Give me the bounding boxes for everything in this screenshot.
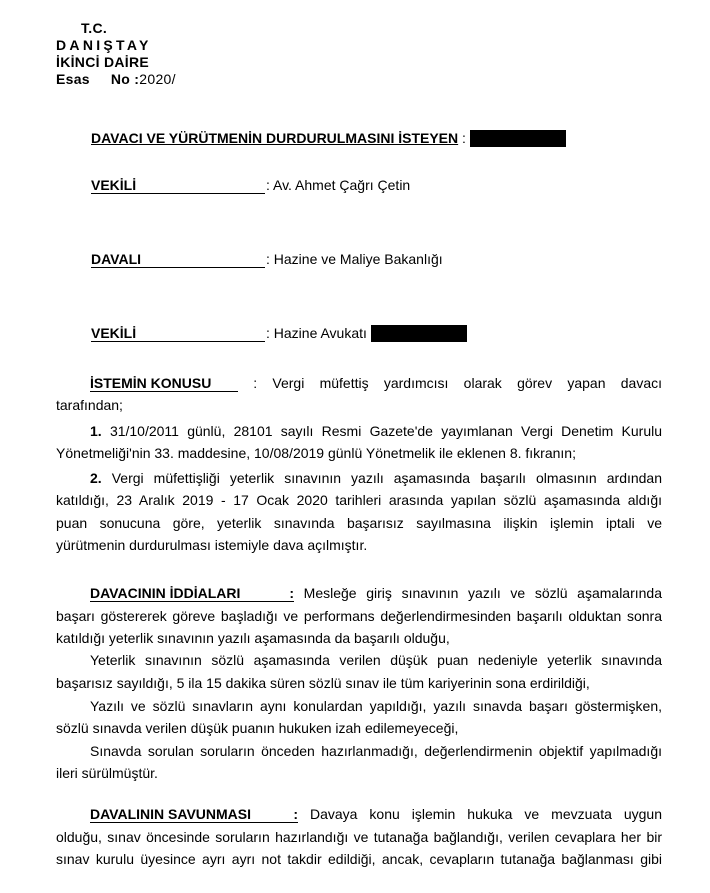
defendant-rep-label: VEKİLİ	[91, 325, 265, 342]
claims-line-3: katıldığı yeterlik sınavının yazılı aşamasında da başarılı olduğu,	[56, 630, 450, 646]
plaintiff-row	[91, 129, 566, 147]
defendant-rep-row	[266, 324, 467, 342]
defense-text-1: Davaya konu işlemin hukuka ve mevzuata uygun	[309, 806, 662, 822]
defendant-value: : Hazine ve Maliye Bakanlığı	[266, 251, 443, 267]
subject-p2-line-4: yürütmenin durdurulması istemiyle dava açılmıştır.	[56, 537, 368, 553]
defendant-rep-redaction	[371, 325, 467, 342]
defense-label: DAVALININ SAVUNMASI :	[90, 806, 298, 822]
plaintiff-rep-label-wrap	[91, 176, 265, 194]
header-esas	[56, 71, 176, 87]
defense-colon: :	[293, 806, 298, 822]
claims-line-6: Yazılı ve sözlü sınavların aynı konulardan yapıldığı, yazılı sınavda başarı göstermişken,	[90, 698, 662, 714]
no-label: No :	[110, 71, 140, 87]
subject-p2-line-3: puan sonucuna göre, yeterlik sınavında başarısız sayılmasına ilişkin işlemin iptali ve	[56, 515, 662, 531]
defendant-label: DAVALI	[91, 251, 265, 268]
claims-line-9: ileri sürülmüştür.	[56, 765, 158, 781]
defense-line-2: olduğu, sınav öncesinde soruların hazırlandığı ve tutanağa bağlandığı, verilen cevaplara her bir	[56, 829, 662, 845]
defense-line-3: sınav kurulu üyesince ayrı ayrı not takdir edildiği, ancak, cevapların tutanağa bağlanması gibi	[56, 851, 662, 867]
subject-line-2: tarafından;	[56, 397, 123, 413]
claims-line-8: Sınavda sorulan soruların önceden hazırlanmadığı, değerlendirmenin objektif yapılmadığı	[90, 743, 662, 759]
defendant-rep-value: : Hazine Avukatı	[266, 325, 367, 341]
plaintiff-rep-label: VEKİLİ	[91, 177, 265, 194]
claims-label: DAVACININ İDDİALARI :	[90, 585, 294, 601]
claims-line-7: sözlü sınavda verilen düşük puanın hukuken izah edilemeyeceği,	[56, 720, 459, 736]
subject-label: İSTEMİN KONUSU	[90, 375, 238, 392]
subject-p1-line-2: Yönetmeliği'nin 33. maddesine, 10/08/2019 günlü Yönetmelik ile eklenen 8. fıkranın;	[56, 445, 576, 461]
defendant-label-wrap	[91, 250, 265, 268]
plaintiff-redaction	[470, 130, 566, 147]
header-department: İKİNCİ DAİRE	[56, 54, 150, 70]
header-court: DANIŞTAY	[56, 37, 152, 53]
subject-p2-line-2: katıldığı, 23 Aralık 2019 - 17 Ocak 2020 tarihleri arasında yapılan sözlü aşamasında aldığı	[56, 492, 662, 508]
claims-colon: :	[289, 585, 294, 601]
claims-line-4: Yeterlik sınavının sözlü aşamasında verilen düşük puan nedeniyle yeterlik sınavında	[90, 652, 662, 668]
header-tc: T.C.	[81, 20, 108, 36]
subject-p1-num: 1.	[90, 423, 102, 439]
no-value: 2020/	[139, 71, 176, 87]
subject-p2-text-1: Vergi müfettişliği yeterlik sınavının yazılı aşamasında başarılı olmasının ardından	[111, 470, 663, 486]
subject-p1-text-1: 31/10/2011 günlü, 28101 sayılı Resmi Gazete'de yayımlanan Vergi Denetim Kurulu	[109, 423, 663, 439]
claims-line-2: başarı göstererek göreve başladığı ve performans değerlendirmesinden başarılı olduktan sonra	[56, 608, 662, 624]
claims-text-1: Mesleğe giriş sınavının yazılı ve sözlü aşamalarında	[303, 585, 663, 601]
subject-text-1: : Vergi müfettiş yardımcısı olarak görev yapan davacı	[253, 375, 662, 391]
plaintiff-colon: :	[462, 130, 466, 146]
esas-label: Esas	[56, 71, 90, 87]
plaintiff-rep-value: : Av. Ahmet Çağrı Çetin	[266, 177, 411, 193]
subject-p2-num: 2.	[90, 470, 102, 486]
defendant-rep-label-wrap	[91, 324, 265, 342]
claims-line-5: başarısız sayıldığı, 5 ila 15 dakika süren sözlü sınav ile tüm kariyerinin sona erdirildiği,	[56, 675, 590, 691]
plaintiff-label: DAVACI VE YÜRÜTMENİN DURDURULMASINI İSTEYEN	[91, 130, 459, 146]
